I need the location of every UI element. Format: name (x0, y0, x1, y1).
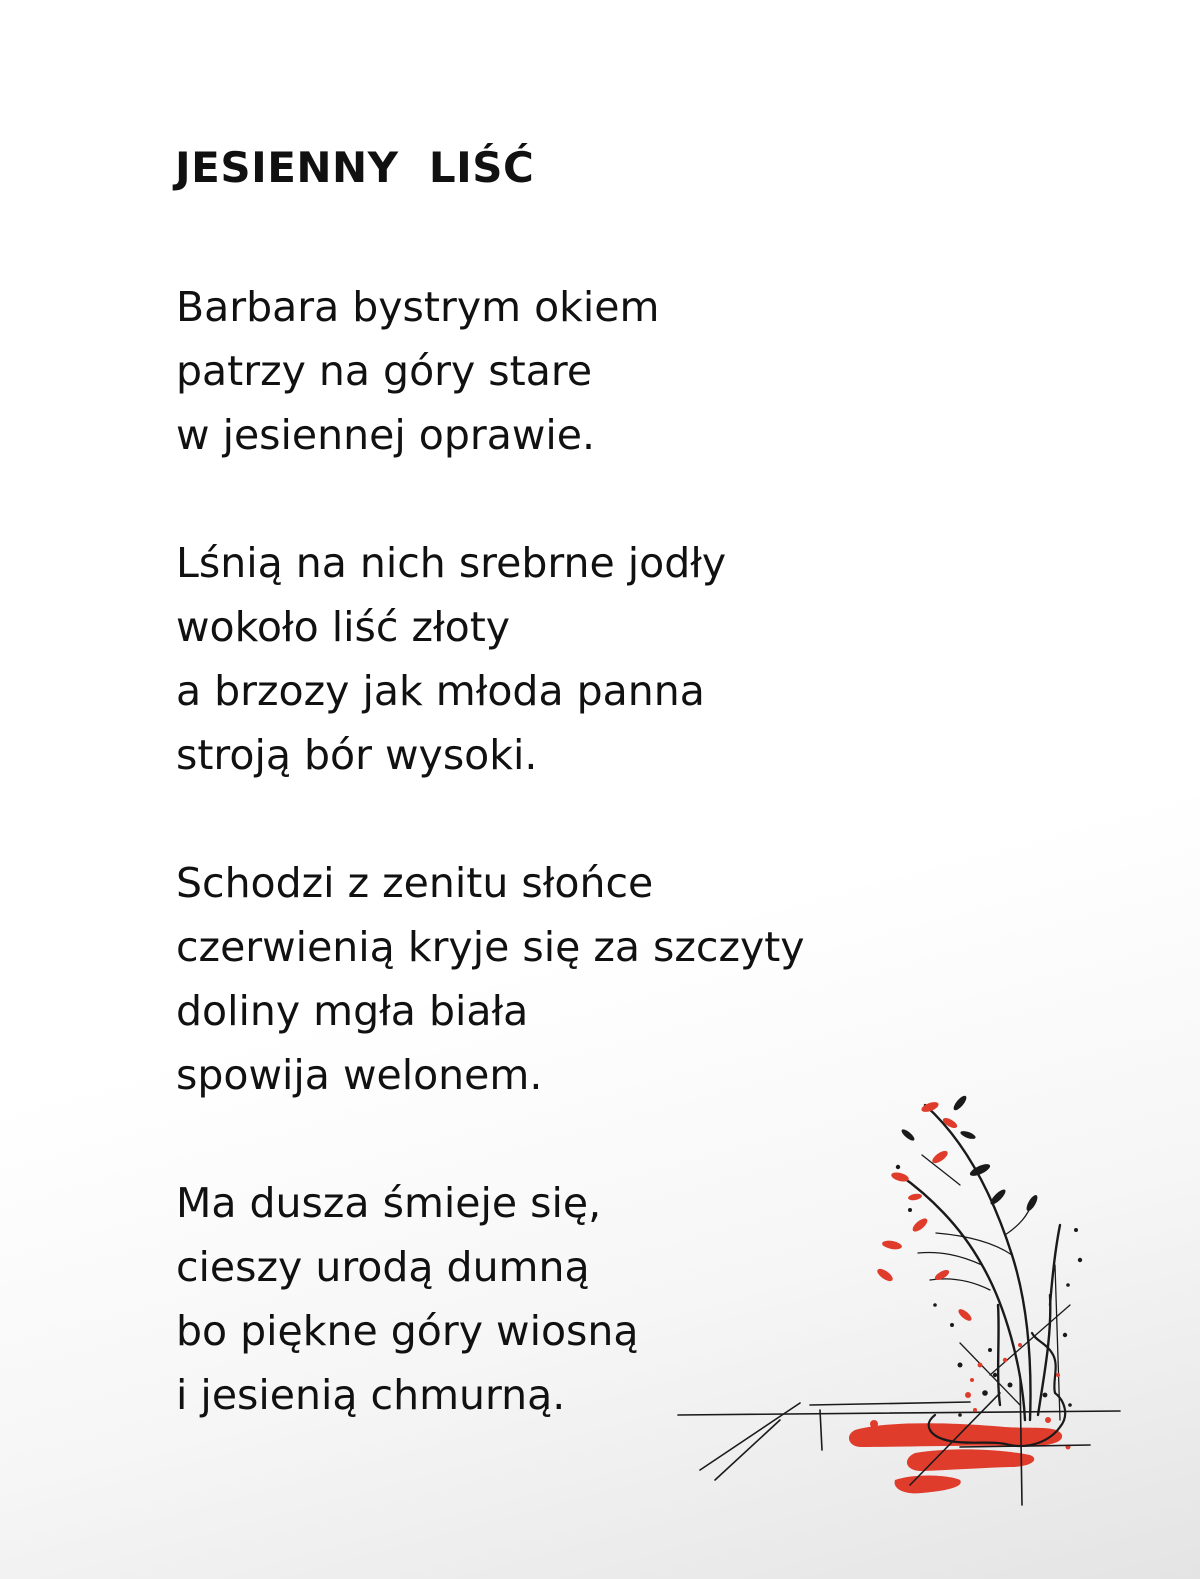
poem-line: czerwienią kryje się za szczyty (176, 923, 805, 971)
red-leaves (875, 1100, 973, 1323)
ikebana-branch-icon (660, 1075, 1140, 1515)
stanza-3 (176, 851, 805, 1107)
poem-line: w jesiennej oprawie. (176, 411, 596, 459)
poem-line: Ma dusza śmieje się, (176, 1179, 602, 1227)
red-brush-splash (849, 1417, 1071, 1493)
poem-line: a brzozy jak młoda panna (176, 667, 705, 715)
poem-line: wokoło liść złoty (176, 603, 511, 651)
poem-line: doliny mgła biała (176, 987, 529, 1035)
poem-line: Lśnią na nich srebrne jodły (176, 539, 727, 587)
poem-line: i jesienią chmurną. (176, 1371, 566, 1419)
poem-line: bo piękne góry wiosną (176, 1307, 639, 1355)
stanza-1 (176, 275, 805, 467)
poem-line: Barbara bystrym okiem (176, 283, 660, 331)
stanza-2 (176, 531, 805, 787)
branch-stems (900, 1105, 1060, 1420)
poem-line: cieszy urodą dumną (176, 1243, 590, 1291)
poem-line: Schodzi z zenitu słońce (176, 859, 654, 907)
poem-line: spowija welonem. (176, 1051, 543, 1099)
poem-line: patrzy na góry stare (176, 347, 593, 395)
poem-line: stroją bór wysoki. (176, 731, 538, 779)
poem-title: JESIENNY LIŚĆ (175, 143, 535, 192)
